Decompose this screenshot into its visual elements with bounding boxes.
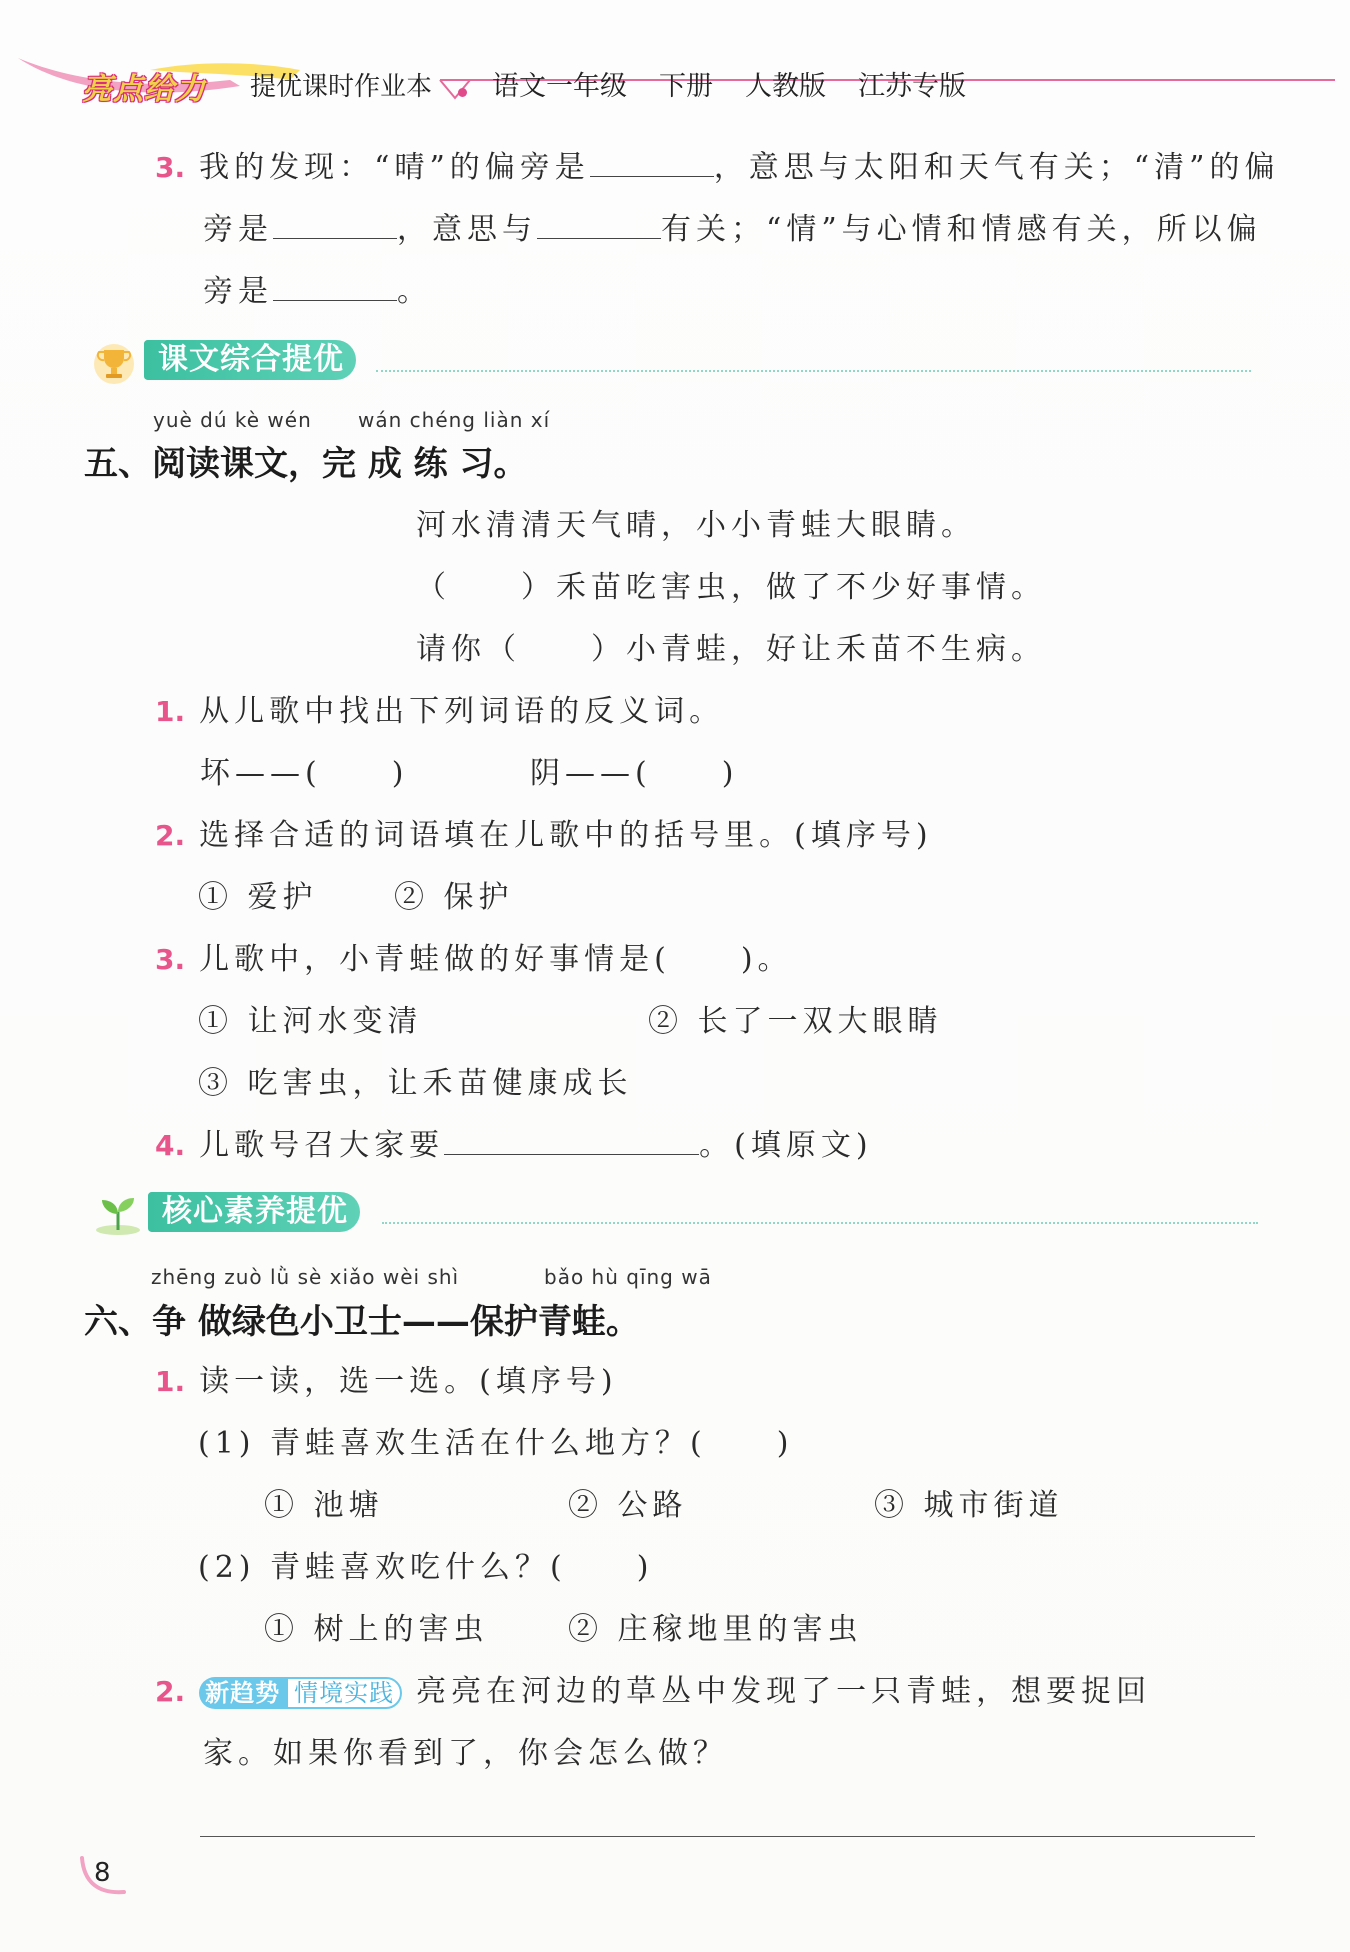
option-crop-pests[interactable]: ② 庄稼地里的害虫 (568, 1612, 863, 1647)
sprout-icon (90, 1190, 146, 1238)
edition-label: 人教版 (745, 71, 826, 102)
poem-line-2: （ ）禾苗吃害虫，做了不少好事情。 (416, 570, 1046, 605)
page-header (0, 40, 1350, 120)
antonym-bad[interactable]: 坏——( ) (200, 756, 409, 791)
answer-blank[interactable] (537, 237, 661, 239)
trophy-icon (86, 338, 142, 386)
part5-question-2: 2. 选择合适的词语填在儿歌中的括号里。(填序号) (155, 818, 933, 853)
part5-question-4: 4. 儿歌号召大家要 。(填原文) (155, 1128, 873, 1163)
section-banner-text-comprehensive (86, 336, 1251, 386)
part6-question-2-line2: 家。如果你看到了，你会怎么做？ (203, 1736, 728, 1771)
part-5-title: 五、阅读课文，完 成 练 习。 (84, 444, 528, 484)
section-divider (382, 1222, 1258, 1224)
section-banner-core-literacy (90, 1188, 1258, 1238)
answer-writing-line[interactable] (200, 1836, 1255, 1837)
option-tree-pests[interactable]: ① 树上的害虫 (264, 1612, 489, 1647)
part5-question-3: 3. 儿歌中，小青蛙做的好事情是( )。 (155, 942, 793, 977)
section-label: 核心素养提优 (148, 1192, 360, 1232)
answer-blank[interactable] (273, 299, 397, 301)
question-3-radical-line3: 旁是 。 (203, 274, 432, 309)
antonym-cloudy[interactable]: 阴——( ) (530, 756, 739, 791)
pinyin-baohu: bǎo hù qīng wā (544, 1265, 712, 1289)
situation-practice-tag: 情境实践 (286, 1677, 402, 1709)
option-pond[interactable]: ① 池塘 (264, 1488, 384, 1523)
option-river-clear[interactable]: ① 让河水变清 (198, 1004, 423, 1039)
pinyin-yuedu: yuè dú kè wén (153, 408, 312, 432)
part6-question-1: 1. 读一读，选一选。(填序号) (155, 1364, 618, 1399)
header-dot (458, 88, 467, 97)
option-big-eyes[interactable]: ② 长了一双大眼睛 (648, 1004, 943, 1039)
option-eat-pests[interactable]: ③ 吃害虫，让禾苗健康成长 (198, 1066, 633, 1101)
answer-blank[interactable] (444, 1153, 699, 1155)
brand-logo: 亮点给力 (82, 72, 206, 107)
part5-question-1: 1. 从儿歌中找出下列词语的反义词。 (155, 694, 725, 729)
subquestion-habitat: (1) 青蛙喜欢生活在什么地方？( ) (198, 1426, 794, 1461)
section-divider (376, 370, 1251, 372)
option-aihu[interactable]: ① 爱护 (198, 880, 318, 915)
part6-question-2: 2. 新趋势 情境实践 亮亮在河边的草丛中发现了一只青蛙，想要捉回 (155, 1674, 1152, 1709)
volume-label: 下册 (659, 71, 713, 102)
series-name: 提优课时作业本 (250, 72, 433, 102)
pinyin-wancheng: wán chéng liàn xí (358, 408, 551, 432)
answer-blank[interactable] (273, 237, 397, 239)
section-label: 课文综合提优 (144, 340, 356, 380)
new-trend-tag: 新趋势 (199, 1677, 286, 1709)
option-city-street[interactable]: ③ 城市街道 (874, 1488, 1064, 1523)
region-label: 江苏专版 (858, 71, 966, 102)
part-6-title: 六、争 做绿色小卫士——保护青蛙。 (84, 1302, 640, 1342)
answer-blank[interactable] (590, 175, 714, 177)
book-meta (492, 64, 966, 103)
question-3-radical-line2: 旁是 ，意思与 有关；“情”与心情和情感有关，所以偏 (203, 212, 1262, 247)
page-number: 8 (94, 1858, 111, 1888)
grade-label: 语文一年级 (492, 71, 627, 102)
option-road[interactable]: ② 公路 (568, 1488, 688, 1523)
poem-line-3: 请你（ ）小青蛙，好让禾苗不生病。 (416, 632, 1046, 667)
question-3-radical-line1: 3. 我的发现：“晴”的偏旁是 ，意思与太阳和天气有关；“清”的偏 (155, 150, 1280, 185)
poem-line-1: 河水清清天气晴，小小青蛙大眼睛。 (416, 508, 976, 543)
subquestion-food: (2) 青蛙喜欢吃什么？( ) (198, 1550, 654, 1585)
option-baohu[interactable]: ② 保护 (394, 880, 514, 915)
pinyin-zhengzuo: zhēng zuò lǜ sè xiǎo wèi shì (151, 1265, 460, 1289)
